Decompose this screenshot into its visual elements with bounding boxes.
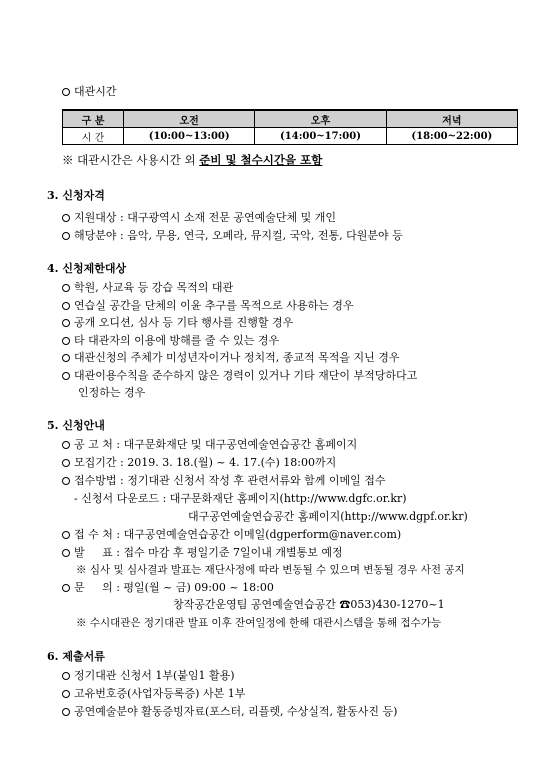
download-line: 대구공연예술연습공간 홈페이지(http://www.dgpf.or.kr) (188, 510, 468, 523)
list-item-text: 발 표 : 접수 마감 후 평일기준 7일이내 개별통보 예정 (74, 546, 343, 559)
time-table (62, 109, 518, 145)
download-line: - 신청서 다운로드 : 대구문화재단 홈페이지(http://www.dgfc.or.kr) (74, 492, 407, 505)
list-item (62, 369, 417, 383)
list-item (62, 669, 235, 683)
header-cell: 구 분 (63, 110, 124, 128)
list-item (62, 687, 245, 701)
list-item-text: 접 수 처 : 대구공연예술연습공간 이메일(dgperform@naver.com) (74, 528, 402, 541)
circle-bullet-icon (62, 549, 70, 557)
circle-bullet-icon (62, 354, 70, 362)
circle-bullet-icon (62, 477, 70, 485)
list-item-text: 공개 오디션, 심사 등 기타 행사를 진행할 경우 (74, 316, 294, 329)
circle-bullet-icon (62, 441, 70, 449)
circle-bullet-icon (62, 531, 70, 539)
time-table-row (63, 128, 518, 145)
circle-bullet-icon (62, 319, 70, 327)
circle-bullet-icon (62, 690, 70, 698)
list-item-text: 지원대상 : 대구광역시 소재 전문 공연예술단체 및 개인 (74, 211, 336, 224)
list-item-text: 학원, 사교육 등 강습 목적의 대관 (74, 281, 234, 294)
list-item (62, 474, 385, 488)
circle-bullet-icon (62, 372, 70, 380)
time-cell: (18:00~22:00) (386, 128, 517, 145)
time-cell: (14:00~17:00) (255, 128, 386, 145)
inquiry-line: 창작공간운영팀 공연예술연습공간 ☎053)430-1270~1 (173, 598, 445, 611)
time-heading (62, 85, 117, 99)
time-table-header (63, 110, 518, 128)
list-item (62, 281, 233, 295)
list-item-continuation: 인정하는 경우 (78, 386, 146, 399)
time-note (62, 153, 322, 167)
list-item-text: 타 대관자의 이용에 방해를 줄 수 있는 경우 (74, 334, 280, 347)
list-item-text: 고유번호증(사업자등록증) 사본 1부 (74, 687, 246, 700)
list-item-text: 모집기간 : 2019. 3. 18.(월) ~ 4. 17.(수) 18:00까지 (74, 456, 337, 469)
section4-title: 4. 신청제한대상 (47, 262, 127, 275)
list-item (62, 211, 336, 225)
list-item (62, 528, 401, 542)
header-cell: 저녁 (386, 110, 517, 128)
circle-bullet-icon (62, 708, 70, 716)
time-cell: (10:00~13:00) (124, 128, 255, 145)
list-item (62, 299, 354, 313)
circle-bullet-icon (62, 302, 70, 310)
list-item-text: 해당분야 : 음악, 무용, 연극, 오페라, 뮤지컬, 국악, 전통, 다원분야 등 (74, 229, 403, 242)
circle-bullet-icon (62, 214, 70, 222)
list-item-text: 정기대관 신청서 1부(붙임1 활용) (74, 669, 235, 682)
list-item (62, 229, 403, 243)
circle-bullet-icon (62, 337, 70, 345)
list-item-text: 공연예술분야 활동증빙자료(포스터, 리플렛, 수상실적, 활동사진 등) (74, 705, 398, 718)
list-item-text: 연습실 공간을 단체의 이윤 추구를 목적으로 사용하는 경우 (74, 299, 354, 312)
circle-bullet-icon (62, 459, 70, 467)
list-item (62, 334, 279, 348)
list-item (62, 438, 357, 452)
list-item (62, 456, 336, 470)
list-item-text: 문 의 : 평일(월 ~ 금) 09:00 ~ 18:00 (74, 581, 274, 594)
list-item-text: 대관신청의 주체가 미성년자이거나 정치적, 종교적 목적을 지닌 경우 (74, 351, 400, 364)
list-item-text: 공 고 처 : 대구문화재단 및 대구공연예술연습공간 홈페이지 (74, 438, 358, 451)
list-item-text: 접수방법 : 정기대관 신청서 작성 후 관련서류와 함께 이메일 접수 (74, 474, 386, 487)
section6-title: 6. 제출서류 (47, 650, 105, 663)
time-heading-label: 대관시간 (74, 85, 117, 98)
list-item (62, 351, 400, 365)
circle-bullet-icon (62, 672, 70, 680)
row-label-cell: 시 간 (63, 128, 124, 145)
header-cell: 오후 (255, 110, 386, 128)
announce-note: ※ 심사 및 심사결과 발표는 재단사정에 따라 변동될 수 있으며 변동될 경우 사전 공지 (76, 564, 465, 576)
time-note-emphasis: 준비 및 철수시간을 포함 (199, 153, 323, 167)
circle-bullet-icon (62, 584, 70, 592)
list-item (62, 546, 343, 560)
section3-title: 3. 신청자격 (47, 189, 105, 202)
list-item (62, 316, 293, 330)
header-cell: 오전 (124, 110, 255, 128)
circle-bullet-icon (62, 88, 70, 96)
circle-bullet-icon (62, 284, 70, 292)
time-note-text: ※ 대관시간은 사용시간 외 (62, 153, 200, 167)
list-item-text: 대관이용수칙을 준수하지 않은 경력이 있거나 기타 재단이 부적당하다고 (74, 369, 418, 382)
list-item (62, 705, 397, 719)
section5-title: 5. 신청안내 (47, 419, 105, 432)
list-item (62, 581, 274, 595)
circle-bullet-icon (62, 232, 70, 240)
inquiry-note: ※ 수시대관은 정기대관 발표 이후 잔여일정에 한해 대관시스템을 통해 접수가능 (76, 617, 442, 629)
